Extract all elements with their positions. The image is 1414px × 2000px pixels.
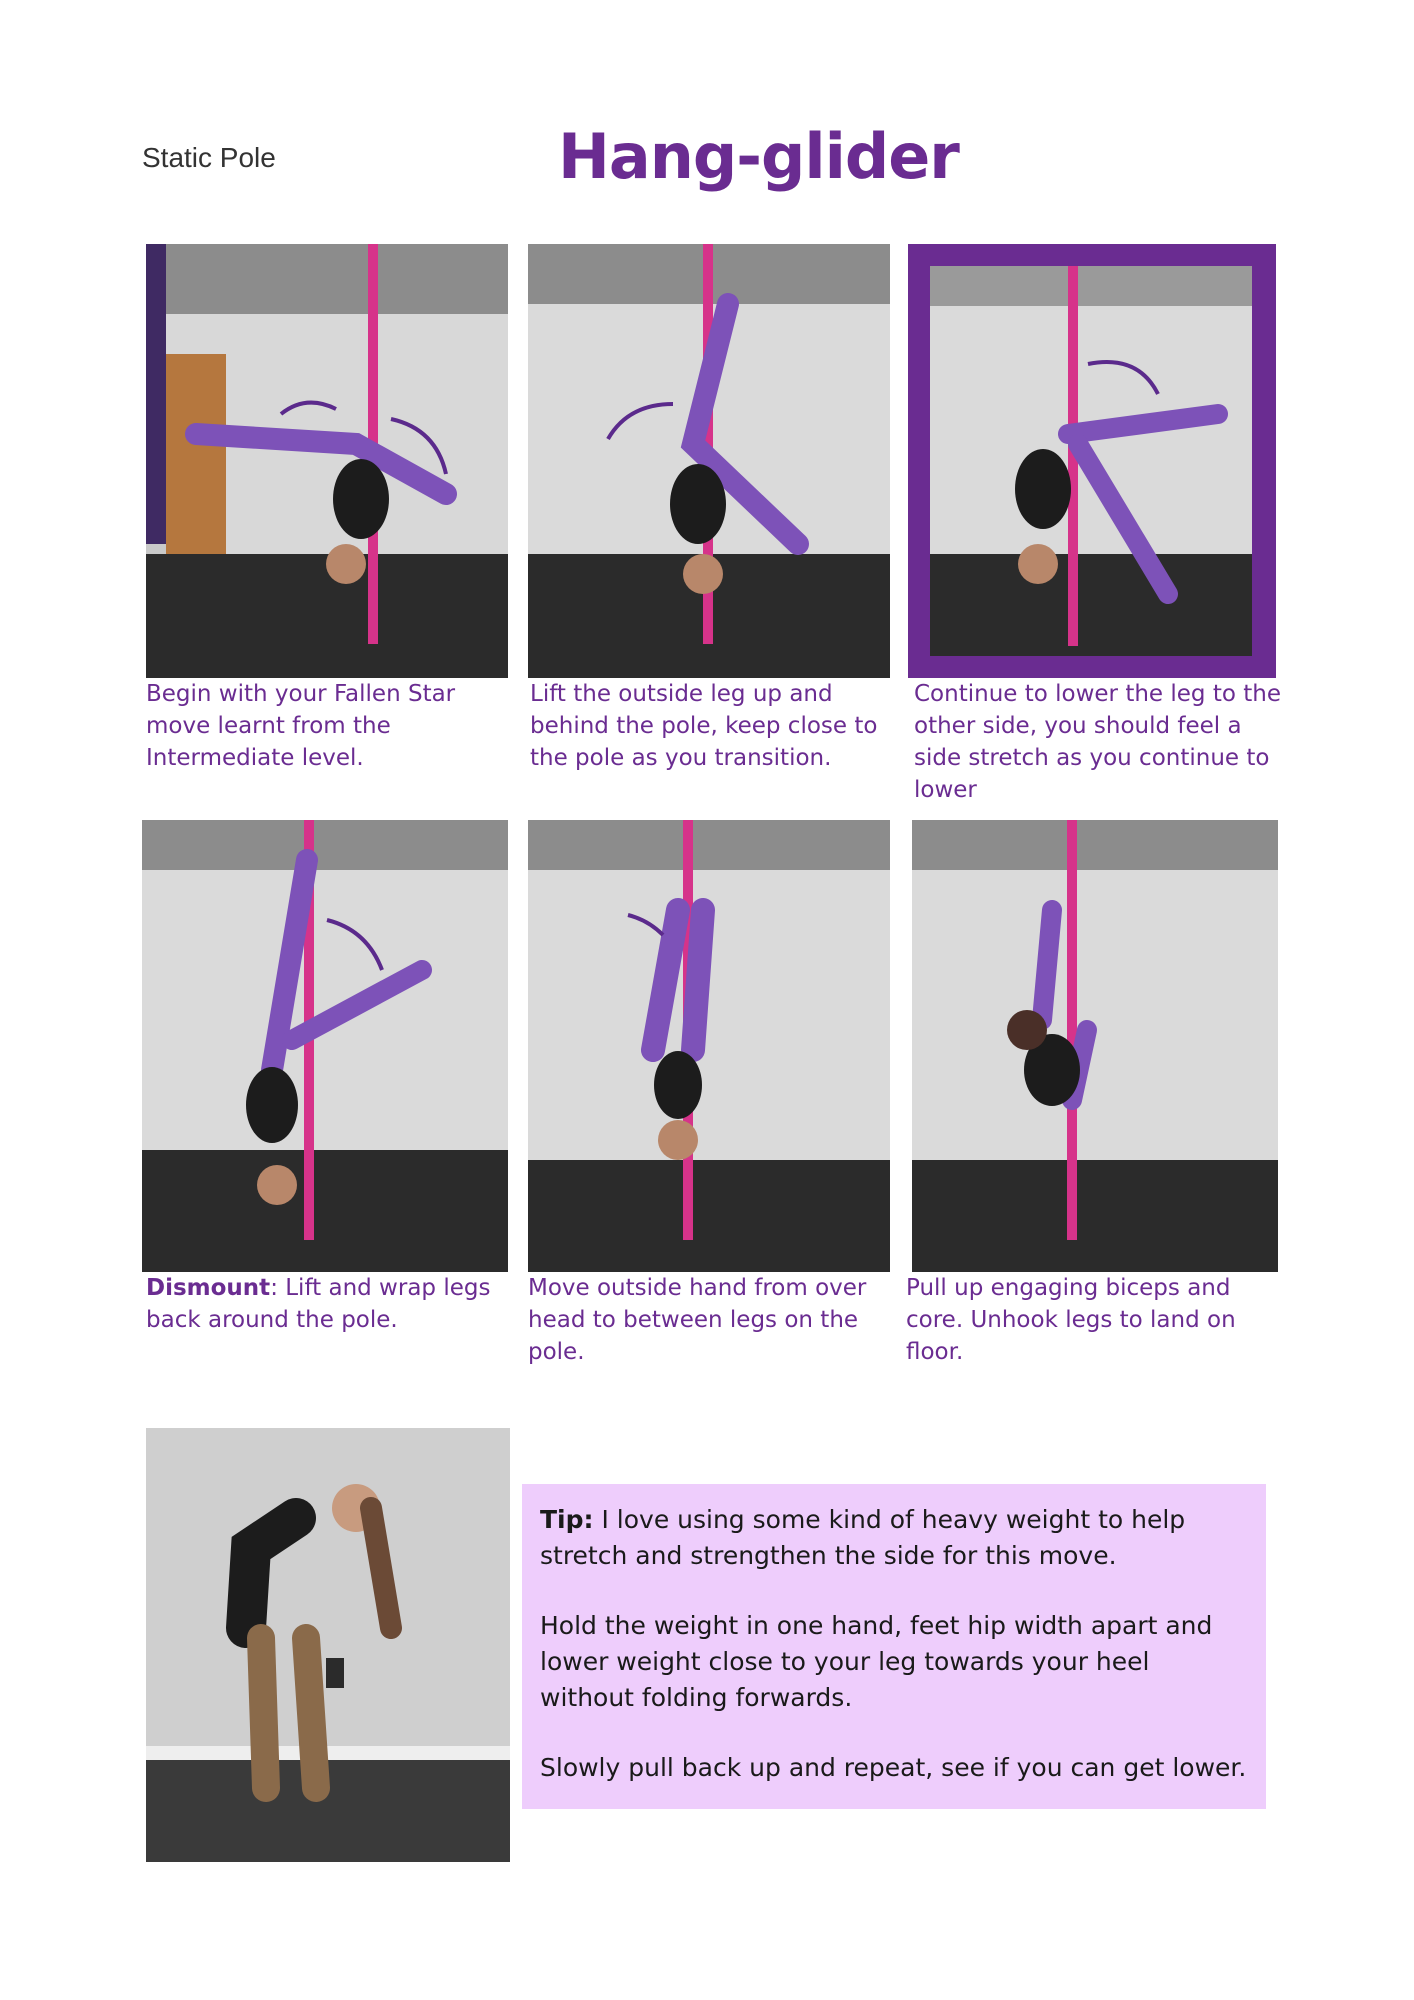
step-4-caption (146, 1272, 506, 1336)
category-label: Static Pole (142, 142, 276, 173)
dismount-label: Dismount (146, 1275, 271, 1301)
step-5-photo (528, 820, 890, 1272)
tip-box (522, 1484, 1266, 1809)
tip-paragraph-2: Hold the weight in one hand, feet hip width apart and lower weight close to your leg towards your heel without folding forwards. (540, 1611, 1213, 1712)
step-6-photo (912, 820, 1278, 1272)
step-4-photo (142, 820, 508, 1272)
step-3-caption: Continue to lower the leg to the other side, you should feel a side stretch as you continue to lower (914, 681, 1281, 803)
step-5-caption: Move outside hand from over head to between legs on the pole. (528, 1275, 867, 1365)
step-6-caption: Pull up engaging biceps and core. Unhook legs to land on floor. (906, 1275, 1236, 1365)
step-4-text: : Lift and wrap legs back around the pole. (146, 1275, 491, 1333)
step-2-photo (528, 244, 890, 678)
tip-photo (146, 1428, 510, 1862)
step-1-photo (146, 244, 508, 678)
step-3-photo (908, 244, 1276, 678)
tip-paragraph-3: Slowly pull back up and repeat, see if you can get lower. (540, 1753, 1247, 1782)
step-2-caption: Lift the outside leg up and behind the pole, keep close to the pole as you transition. (530, 681, 878, 771)
tip-intro: I love using some kind of heavy weight to help stretch and strengthen the side for this move. (540, 1505, 1186, 1570)
tip-label: Tip: (540, 1505, 594, 1534)
tip-intro-paragraph (540, 1502, 1248, 1574)
step-1-caption: Begin with your Fallen Star move learnt from the Intermediate level. (146, 681, 456, 771)
page-title: Hang-glider (558, 120, 959, 193)
